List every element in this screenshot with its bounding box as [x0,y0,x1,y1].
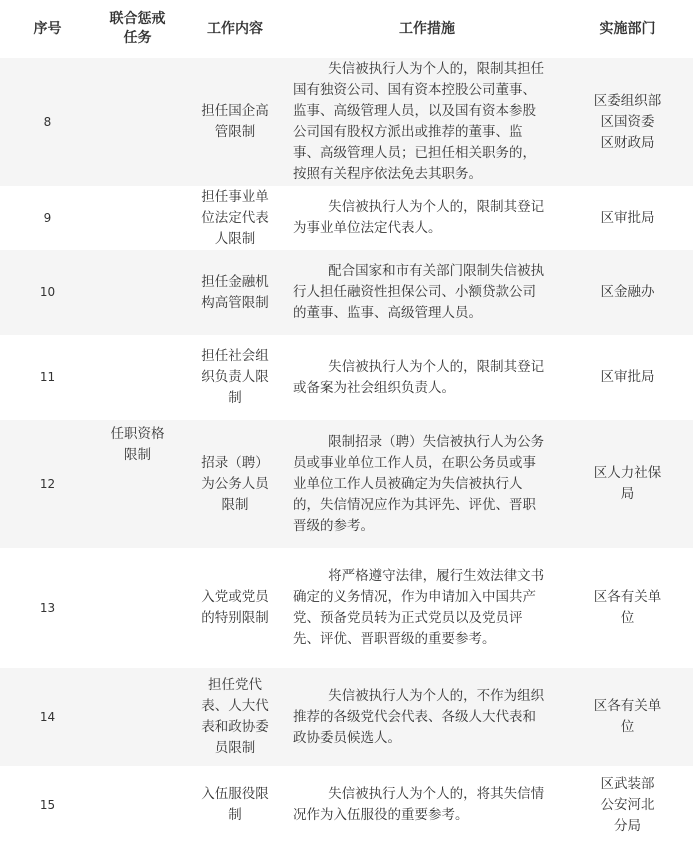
work-measure: 将严格遵守法律，履行生效法律文书确定的义务情况，作为申请加入中国共产党、预备党员转为正式党员以及党员评先、评优、晋职晋级的重要参考。 [293,568,545,647]
work-measure-cell [293,58,561,186]
work-measure-cell [293,250,561,335]
implementing-dept: 区金融办 [600,284,655,300]
implementing-dept: 区人力社保 局 [593,465,662,502]
work-measure: 失信被执行人为个人的，限制其登记为事业单位法定代表人。 [293,199,545,236]
implementing-dept: 区各有关单 位 [593,698,662,735]
work-measure-cell [293,766,561,844]
row-number: 8 [43,114,52,129]
work-content: 担任事业单 位法定代表 人限制 [201,188,269,247]
row-number: 13 [39,600,56,615]
joint-punishment-task: 任职资格 限制 [110,426,165,463]
work-measure: 失信被执行人为个人的，限制其担任国有独资公司、国有资本控股公司董事、监事、高级管理人员，以及国有资本参股公司国有股权方派出或推荐的董事、监事、高级管理人员；已担任相关职务的，按照有关程序依法免去其职务。 [293,61,545,182]
work-measure: 限制招录（聘）失信被执行人为公务员或事业单位工作人员，在职公务员或事业单位工作人员被确定为失信被执行人的，失信情况应作为其评先、评优、晋职晋级的参考。 [293,433,545,534]
table-row [0,548,693,668]
row-number: 9 [43,210,52,225]
header-measure: 工作措施 [399,20,455,37]
implementing-dept: 区审批局 [600,209,655,226]
implementing-dept: 区委组织部 区国资委 区财政局 [593,92,662,151]
work-measure: 失信被执行人为个人的，不作为组织推荐的各级党代会代表、各级人大代表和政协委员候选人。 [293,687,545,746]
header-dept: 实施部门 [599,20,656,37]
header-no: 序号 [33,20,62,37]
work-measure-cell [293,335,561,420]
work-measure-cell [293,420,561,548]
header-content: 工作内容 [207,20,263,37]
work-measure-cell [293,548,561,668]
work-content: 担任国企高 管限制 [201,103,269,140]
table-row [0,766,693,844]
implementing-dept: 区审批局 [600,369,655,385]
table-row [0,335,693,420]
work-content: 担任党代 表、人大代 表和政协委 员限制 [201,677,269,756]
work-measure-cell [293,668,561,766]
work-measure: 失信被执行人为个人的，限制其登记或备案为社会组织负责人。 [293,358,545,396]
table-row [0,668,693,766]
implementing-dept: 区武装部 公安河北 分局 [600,775,655,834]
row-number: 11 [39,370,56,384]
table-row [0,58,693,186]
row-number: 14 [39,709,56,724]
row-number: 12 [39,476,56,491]
work-measure-cell [293,186,561,250]
work-content: 担任社会组 织负责人限 制 [201,348,269,406]
work-measure: 配合国家和市有关部门限制失信被执行人担任融资性担保公司、小额贷款公司的董事、监事、高级管理人员。 [293,263,545,321]
implementing-dept: 区各有关单 位 [593,589,662,626]
row-number: 15 [39,797,56,812]
header-task: 联合惩戒 任务 [109,11,166,46]
work-measure: 失信被执行人为个人的，将其失信情况作为入伍服役的重要参考。 [293,786,545,823]
work-content: 担任金融机 构高管限制 [201,273,269,311]
work-content: 入党或党员 的特别限制 [201,589,269,626]
table-row [0,250,693,335]
work-content: 入伍服役限 制 [201,786,269,823]
table-row [0,186,693,250]
work-content: 招录（聘） 为公务人员 限制 [201,454,269,513]
table-header [0,0,693,58]
row-number: 10 [39,285,56,299]
